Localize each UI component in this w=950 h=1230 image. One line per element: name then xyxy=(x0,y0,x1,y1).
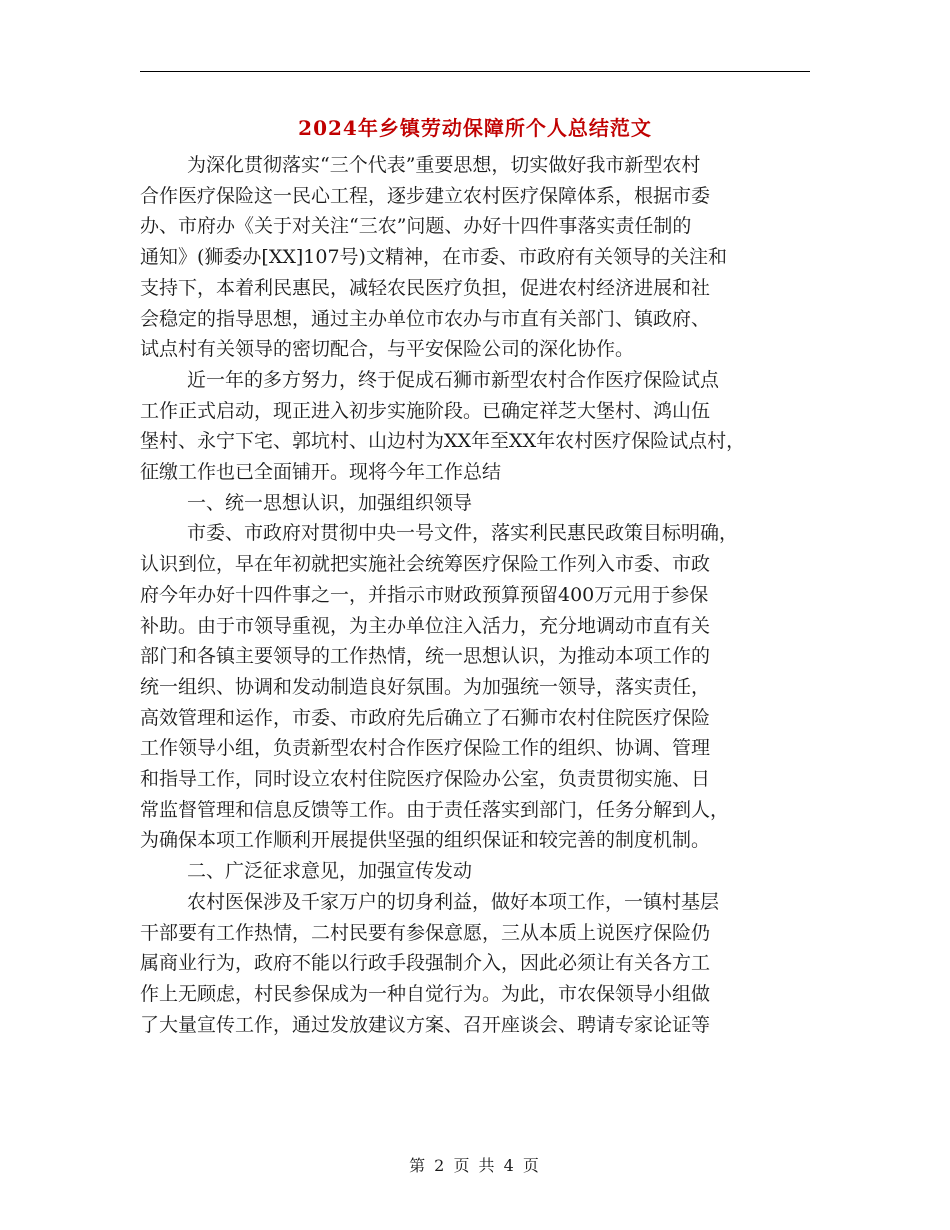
section-heading: 二、广泛征求意见，加强宣传发动 xyxy=(187,860,473,883)
page-number-footer: 第 2 页 共 4 页 xyxy=(409,1156,541,1175)
body-line: 工作领导小组，负责新型农村合作医疗保险工作的组织、协调、管理 xyxy=(140,737,711,760)
body-line: 和指导工作，同时设立农村住院医疗保险办公室，负责贯彻实施、日 xyxy=(140,768,711,790)
body-line: 干部要有工作热情，二村民要有参保意愿，三从本质上说医疗保险仍 xyxy=(140,921,711,944)
body-line: 了大量宣传工作，通过发放建议方案、召开座谈会、聘请专家论证等 xyxy=(140,1013,711,1036)
section-heading: 一、统一思想认识，加强组织领导 xyxy=(187,491,473,514)
body-line: 认识到位，早在年初就把实施社会统筹医疗保险工作列入市委、市政 xyxy=(140,553,711,576)
body-line: 近一年的多方努力，终于促成石狮市新型农村合作医疗保险试点 xyxy=(187,368,720,391)
header-rule xyxy=(140,71,810,72)
body-line: 合作医疗保险这一民心工程，逐步建立农村医疗保障体系，根据市委 xyxy=(140,184,711,207)
body-line: 通知》(狮委办[XX]107号)文精神，在市委、市政府有关领导的关注和 xyxy=(140,246,727,269)
body-line: 部门和各镇主要领导的工作热情，统一思想认识，为推动本项工作的 xyxy=(140,645,711,668)
body-line: 试点村有关领导的密切配合，与平安保险公司的深化协作。 xyxy=(140,338,635,361)
body-line: 作上无顾虑，村民参保成为一种自觉行为。为此，市农保领导小组做 xyxy=(140,982,711,1005)
body-line: 补助。由于市领导重视，为主办单位注入活力，充分地调动市直有关 xyxy=(140,614,711,637)
body-line: 工作正式启动，现正进入初步实施阶段。已确定祥芝大堡村、鸿山伍 xyxy=(140,399,711,422)
document-title: 2024年乡镇劳动保障所个人总结范文 xyxy=(298,116,652,140)
body-line: 支持下，本着利民惠民，减轻农民医疗负担，促进农村经济进展和社 xyxy=(140,276,711,299)
body-line: 常监督管理和信息反馈等工作。由于责任落实到部门，任务分解到人， xyxy=(140,798,730,821)
body-line: 为确保本项工作顺利开展提供坚强的组织保证和较完善的制度机制。 xyxy=(140,829,711,852)
body-line: 征缴工作也已全面铺开。现将今年工作总结 xyxy=(140,461,502,483)
body-line: 堡村、永宁下宅、郭坑村、山边村为XX年至XX年农村医疗保险试点村， xyxy=(140,430,746,453)
body-line: 为深化贯彻落实“三个代表”重要思想，切实做好我市新型农村 xyxy=(187,154,701,176)
body-line: 高效管理和运作，市委、市政府先后确立了石狮市农村住院医疗保险 xyxy=(140,706,711,729)
body-line: 办、市府办《关于对关注“三农”问题、办好十四件事落实责任制的 xyxy=(140,215,692,238)
body-line: 属商业行为，政府不能以行政手段强制介入，因此必须让有关各方工 xyxy=(140,952,711,975)
body-line: 府今年办好十四件事之一，并指示市财政预算预留400万元用于参保 xyxy=(140,583,709,606)
body-line: 会稳定的指导思想，通过主办单位市农办与市直有关部门、镇政府、 xyxy=(140,307,711,330)
body-line: 统一组织、协调和发动制造良好氛围。为加强统一领导，落实责任， xyxy=(140,675,711,698)
body-line: 市委、市政府对贯彻中央一号文件，落实利民惠民政策目标明确， xyxy=(187,522,739,545)
body-line: 农村医保涉及千家万户的切身利益，做好本项工作，一镇村基层 xyxy=(187,890,720,913)
